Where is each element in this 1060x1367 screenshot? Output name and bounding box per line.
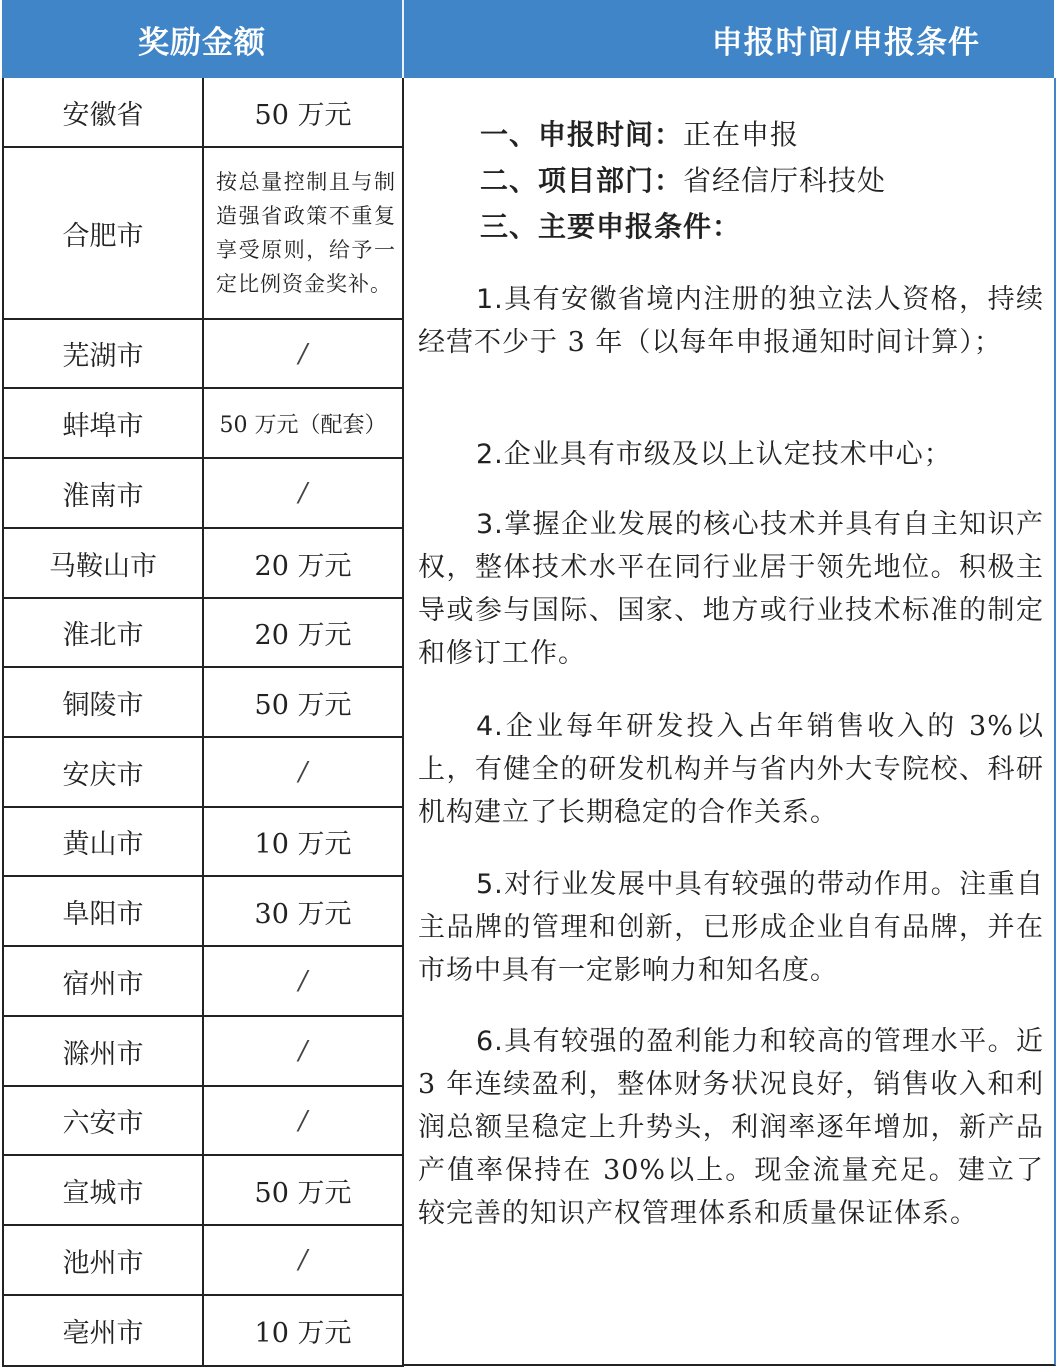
header-reward-amount: [2, 0, 404, 78]
amount-cell: 50 万元（配套）: [219, 412, 387, 438]
city-cell: 铜陵市: [4, 668, 204, 736]
amount-cell: /: [298, 338, 308, 369]
amount-cell: 10 万元: [254, 1318, 352, 1349]
amount-cell: 20 万元: [254, 550, 352, 582]
info-conditions: [480, 204, 886, 250]
condition-text: 企业具有市级及以上认定技术中心；: [503, 439, 952, 470]
table-row: [4, 148, 402, 320]
header-time-conditions: [404, 0, 1054, 78]
condition-text: 对行业发展中具有较强的带动作用。注重自主品牌的管理和创新，已形成企业自有品牌，并在市场中具有一定影响力和知名度。: [418, 869, 1044, 986]
table-row: [4, 1296, 402, 1367]
amount-cell: /: [298, 1245, 308, 1275]
condition-item: [418, 433, 1044, 476]
condition-number: 5.: [476, 869, 504, 900]
condition-number: 2.: [476, 439, 504, 470]
condition-item: [418, 863, 1044, 992]
amount-cell: 50 万元: [254, 99, 352, 131]
table-row: [4, 1017, 402, 1087]
conditions-label: 三、主要申报条件：: [480, 210, 742, 243]
city-cell: 淮南市: [4, 459, 204, 527]
city-cell: 亳州市: [4, 1296, 204, 1365]
condition-text: 企业每年研发投入占年销售收入的 3%以上，有健全的研发机构并与省内外大专院校、科研机构建立了长期稳定的合作关系。: [418, 711, 1044, 828]
condition-number: 1.: [476, 284, 504, 315]
city-cell: 黄山市: [4, 808, 204, 875]
amount-cell: 50 万元: [254, 689, 352, 721]
city-cell: 安徽省: [4, 78, 204, 146]
amount-cell: /: [298, 757, 308, 787]
city-cell: 六安市: [4, 1087, 204, 1154]
header-left-label: 奖励金额: [138, 24, 266, 61]
amount-cell: 30 万元: [254, 898, 352, 930]
dept-value: 省经信厅科技处: [683, 164, 887, 197]
reward-table: [2, 78, 404, 1367]
condition-number: 3.: [476, 509, 504, 540]
header-right-label: 申报时间/申报条件: [711, 24, 980, 61]
city-cell: 淮北市: [4, 599, 204, 666]
amount-cell: 50 万元: [254, 1177, 352, 1209]
amount-cell: /: [298, 478, 308, 508]
condition-item: [418, 503, 1044, 675]
amount-note-cell: 按总量控制且与制造强省政策不重复享受原则，给予一定比例资金奖补。: [216, 170, 396, 296]
table-row: [4, 599, 402, 668]
city-cell: 芜湖市: [4, 320, 204, 387]
table-row: [4, 320, 402, 389]
table-row: [4, 947, 402, 1017]
table-row: [4, 808, 402, 877]
info-block: [480, 112, 886, 250]
condition-text: 具有安徽省境内注册的独立法人资格，持续经营不少于 3 年（以每年申报通知时间计算）；: [418, 284, 1044, 358]
info-time: [480, 112, 886, 158]
table-row: [4, 1087, 402, 1156]
condition-item: [418, 705, 1044, 834]
table-row: [4, 1156, 402, 1226]
time-label: 一、申报时间：: [480, 118, 684, 151]
amount-cell: /: [298, 1105, 308, 1136]
city-cell: 安庆市: [4, 738, 204, 806]
condition-number: 4.: [476, 711, 504, 742]
table-row: [4, 877, 402, 947]
city-cell: 池州市: [4, 1226, 204, 1294]
amount-cell: /: [298, 966, 308, 996]
time-value: 正在申报: [683, 118, 800, 151]
amount-cell: 10 万元: [254, 829, 352, 860]
table-row: [4, 389, 402, 459]
conditions-panel: [404, 78, 1056, 1366]
city-cell: 宿州市: [4, 947, 204, 1015]
amount-cell: /: [298, 1036, 308, 1066]
city-cell: 合肥市: [4, 148, 204, 318]
table-row: [4, 78, 402, 148]
table-row: [4, 459, 402, 529]
city-cell: 宣城市: [4, 1156, 204, 1224]
info-dept: [480, 158, 886, 204]
amount-cell: 20 万元: [254, 620, 352, 651]
city-cell: 滁州市: [4, 1017, 204, 1085]
condition-number: 6.: [476, 1026, 504, 1057]
table-row: [4, 529, 402, 599]
city-cell: 马鞍山市: [4, 529, 204, 597]
condition-item: [418, 1020, 1044, 1235]
dept-label: 二、项目部门：: [480, 164, 684, 197]
condition-text: 掌握企业发展的核心技术并具有自主知识产权，整体技术水平在同行业居于领先地位。积极主导或参与国际、国家、地方或行业技术标准的制定和修订工作。: [418, 509, 1044, 669]
city-cell: 阜阳市: [4, 877, 204, 945]
table-row: [4, 668, 402, 738]
city-cell: 蚌埠市: [4, 389, 204, 457]
table-row: [4, 1226, 402, 1296]
condition-text: 具有较强的盈利能力和较高的管理水平。近 3 年连续盈利，整体财务状况良好，销售收入和利润总额呈稳定上升势头，利润率逐年增加，新产品产值率保持在 30%以上。现金流量充足。建立了较完善的知识产权管理体系和质量保证体系。: [418, 1026, 1044, 1229]
table-row: [4, 738, 402, 808]
condition-item: [418, 278, 1044, 364]
